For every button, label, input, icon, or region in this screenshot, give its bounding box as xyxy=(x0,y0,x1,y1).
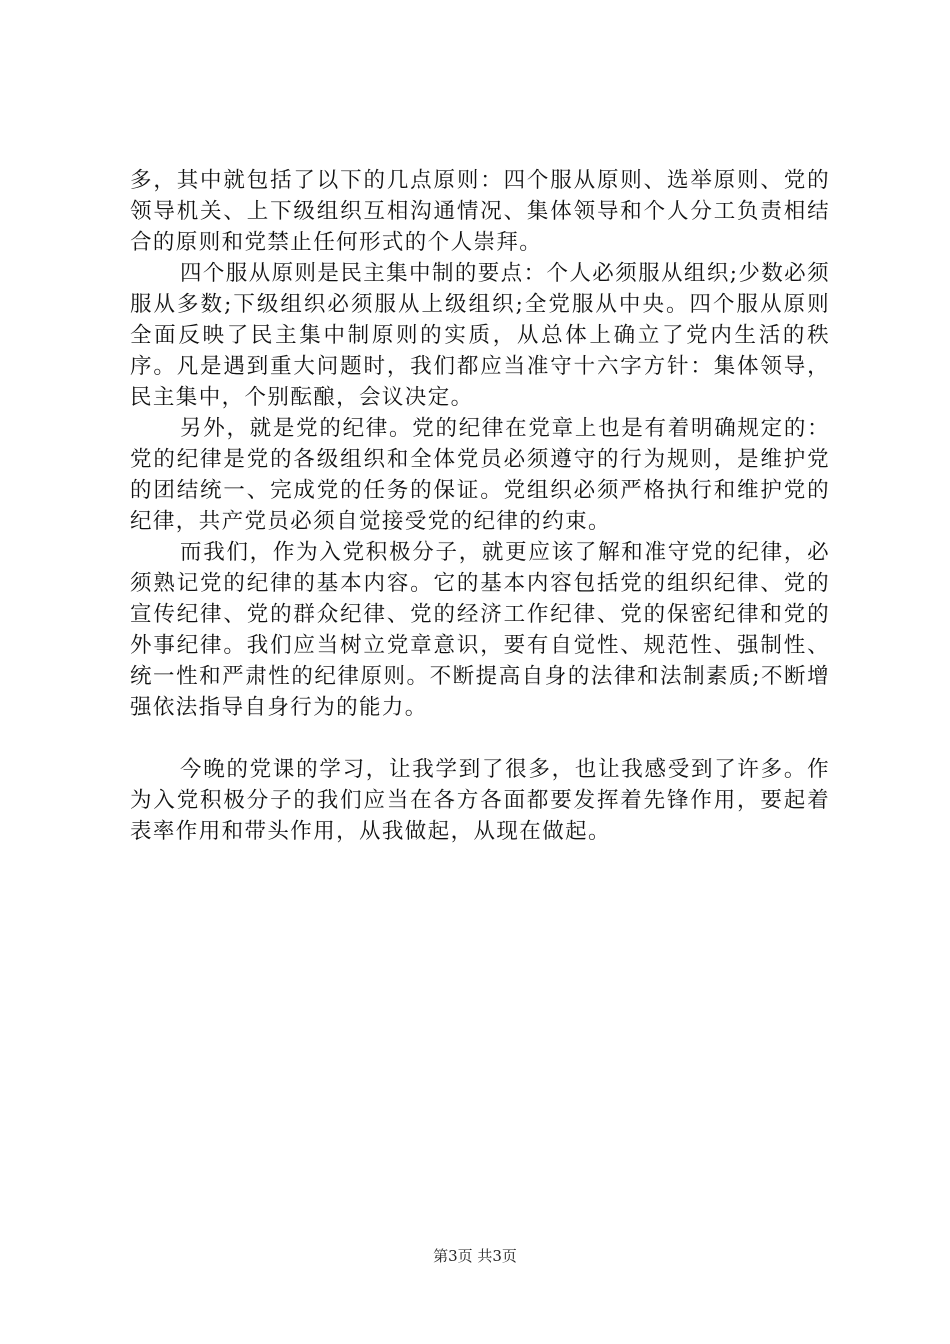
paragraph-4: 而我们，作为入党积极分子，就更应该了解和准守党的纪律，必须熟记党的纪律的基本内容。它的基本内容包括党的组织纪律、党的宣传纪律、党的群众纪律、党的经济工作纪律、党的保密纪律和党的外事纪律。我们应当树立党章意识，要有自觉性、规范性、强制性、统一性和严肃性的纪律原则。不断提高自身的法律和法制素质;不断增强依法指导自身行为的能力。 xyxy=(130,540,830,720)
paragraph-spacer xyxy=(130,723,830,754)
page-number-footer: 第3页 共3页 xyxy=(433,1247,517,1265)
paragraph-1: 多，其中就包括了以下的几点原则：四个服从原则、选举原则、党的领导机关、上下级组织互相沟通情况、集体领导和个人分工负责相结合的原则和党禁止任何形式的个人崇拜。 xyxy=(130,168,830,255)
paragraph-2: 四个服从原则是民主集中制的要点：个人必须服从组织;少数必须服从多数;下级组织必须服从上级组织;全党服从中央。四个服从原则全面反映了民主集中制原则的实质，从总体上确立了党内生活的秩序。凡是遇到重大问题时，我们都应当准守十六字方针：集体领导，民主集中，个别酝酿，会议决定。 xyxy=(130,261,830,410)
paragraph-3: 另外，就是党的纪律。党的纪律在党章上也是有着明确规定的：党的纪律是党的各级组织和全体党员必须遵守的行为规则，是维护党的团结统一、完成党的任务的保证。党组织必须严格执行和维护党的纪律，共产党员必须自觉接受党的纪律的约束。 xyxy=(130,416,830,534)
paragraph-5: 今晚的党课的学习，让我学到了很多，也让我感受到了许多。作为入党积极分子的我们应当在各方各面都要发挥着先锋作用，要起着表率作用和带头作用，从我做起，从现在做起。 xyxy=(130,757,830,844)
document-body xyxy=(130,165,830,847)
